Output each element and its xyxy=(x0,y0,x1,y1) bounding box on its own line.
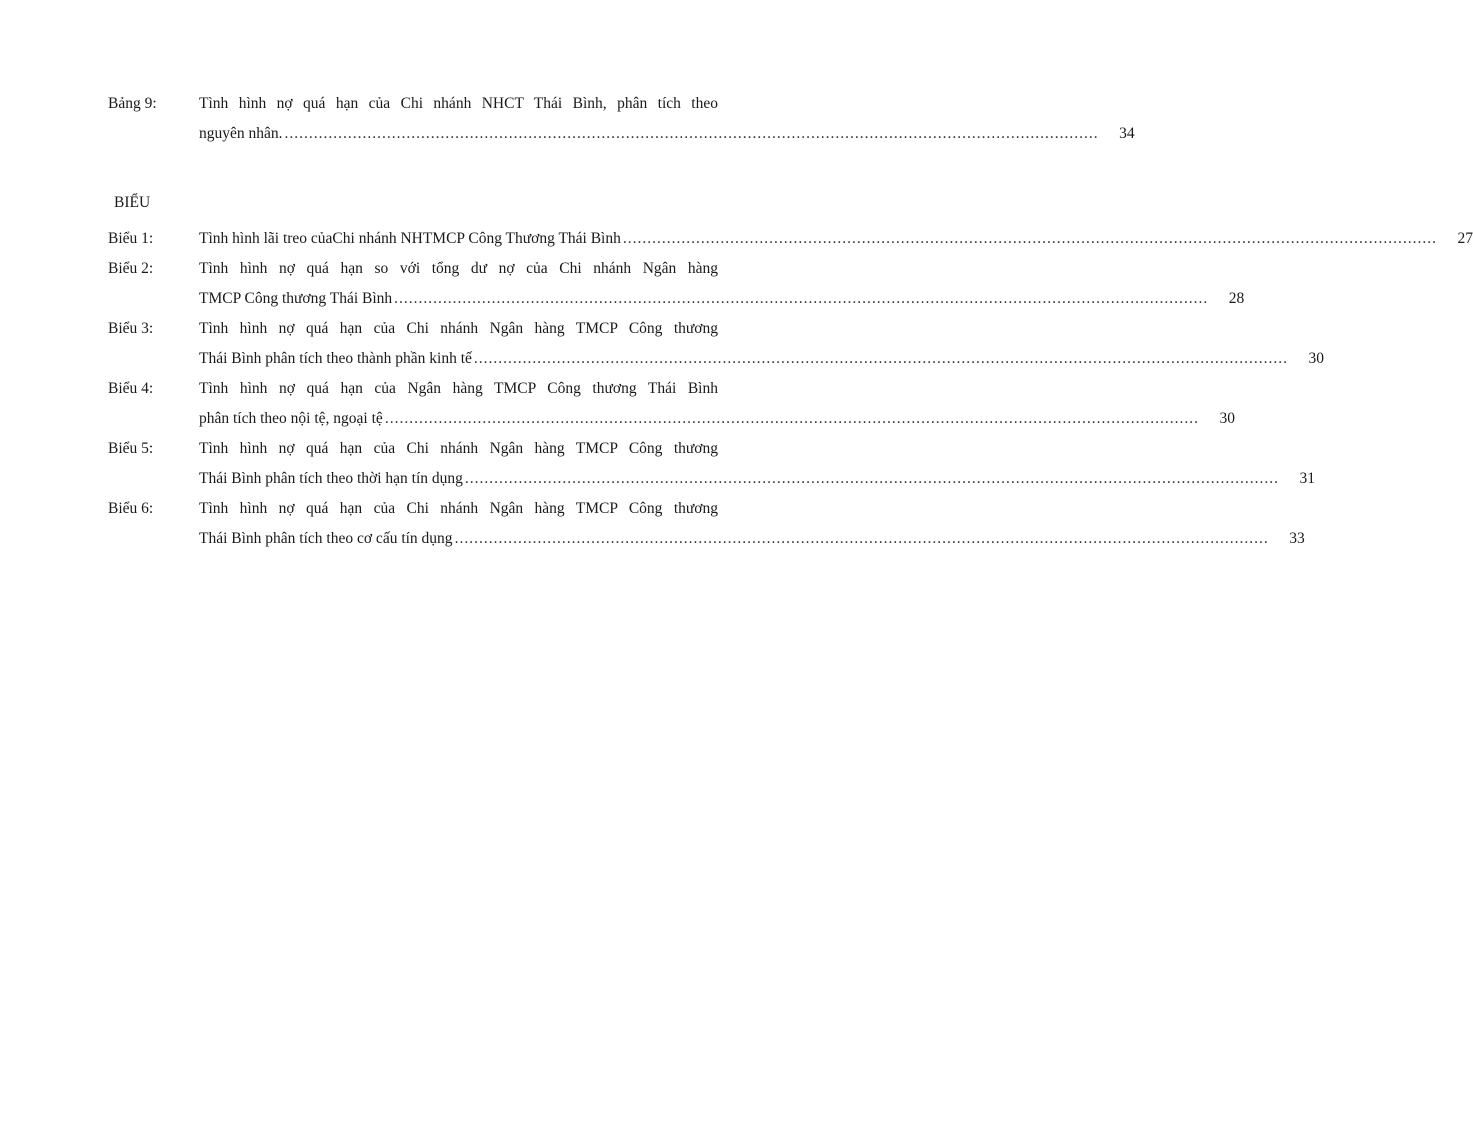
dot-leader: ....................................................................................................................................................................... xyxy=(473,350,1289,367)
entry-label: Biểu 4: xyxy=(108,380,154,397)
entry-label: Biểu 6: xyxy=(108,500,154,517)
dot-leader: ....................................................................................................................................................................... xyxy=(384,410,1199,427)
entry-title-text: Thái Bình phân tích theo thời hạn tín dụng xyxy=(199,470,463,487)
entry-title-text: Thái Bình phân tích theo cơ cấu tín dụng xyxy=(199,530,453,547)
entry-title-line2 xyxy=(199,119,1135,149)
entry-title-line1: Tình hình nợ quá hạn của Chi nhánh NHCT Thái Bình, phân tích theo xyxy=(199,95,718,112)
dot-leader: ....................................................................................................................................................................... xyxy=(284,125,1099,142)
entry-title-line1: Tình hình nợ quá hạn của Ngân hàng TMCP Công thương Thái Bình xyxy=(199,380,718,397)
dot-leader: ....................................................................................................................................................................... xyxy=(464,470,1280,487)
entry-label: Biểu 3: xyxy=(108,320,154,337)
entry-label: Biểu 1: xyxy=(108,230,154,247)
entry-page-number: 27 xyxy=(1457,230,1473,247)
entry-title-text: nguyên nhân. xyxy=(199,125,283,142)
entry-title-text: TMCP Công thương Thái Bình xyxy=(199,290,393,307)
entry-title-line1: Tình hình nợ quá hạn của Chi nhánh Ngân hàng TMCP Công thương xyxy=(199,500,718,517)
entry-label: Biểu 5: xyxy=(108,440,154,457)
entry-title-text: Tình hình lãi treo củaChi nhánh NHTMCP Công Thương Thái Bình xyxy=(199,230,621,247)
entry-label: Biểu 2: xyxy=(108,260,154,277)
entry-title-text: phân tích theo nội tệ, ngoại tệ xyxy=(199,410,383,427)
entry-title-line1: Tình hình nợ quá hạn của Chi nhánh Ngân hàng TMCP Công thương xyxy=(199,320,718,337)
entry-title-line2 xyxy=(199,284,1245,314)
entry-page-number: 34 xyxy=(1119,125,1135,142)
dot-leader: ....................................................................................................................................................................... xyxy=(622,230,1437,247)
dot-leader: ....................................................................................................................................................................... xyxy=(454,530,1269,547)
dot-leader: ....................................................................................................................................................................... xyxy=(394,290,1209,307)
section-heading: BIỂU xyxy=(114,194,151,211)
entry-title-line2 xyxy=(199,404,1235,434)
entry-page-number: 30 xyxy=(1219,410,1235,427)
entry-title-line2 xyxy=(199,344,1325,374)
entry-page-number: 33 xyxy=(1289,530,1305,547)
entry-label: Bảng 9: xyxy=(108,95,157,112)
entry-page-number: 30 xyxy=(1308,350,1325,367)
entry-title-text: Thái Bình phân tích theo thành phần kinh tế xyxy=(199,350,472,367)
entry-page-number: 28 xyxy=(1228,290,1245,307)
entry-title-line2 xyxy=(199,524,1305,554)
entry-title-line1: Tình hình nợ quá hạn so với tổng dư nợ của Chi nhánh Ngân hàng xyxy=(199,260,718,277)
entry-page-number: 31 xyxy=(1299,470,1316,487)
entry-title-line2 xyxy=(199,464,1316,494)
entry-title-line1 xyxy=(199,224,1473,254)
entry-title-line1: Tình hình nợ quá hạn của Chi nhánh Ngân hàng TMCP Công thương xyxy=(199,440,718,457)
